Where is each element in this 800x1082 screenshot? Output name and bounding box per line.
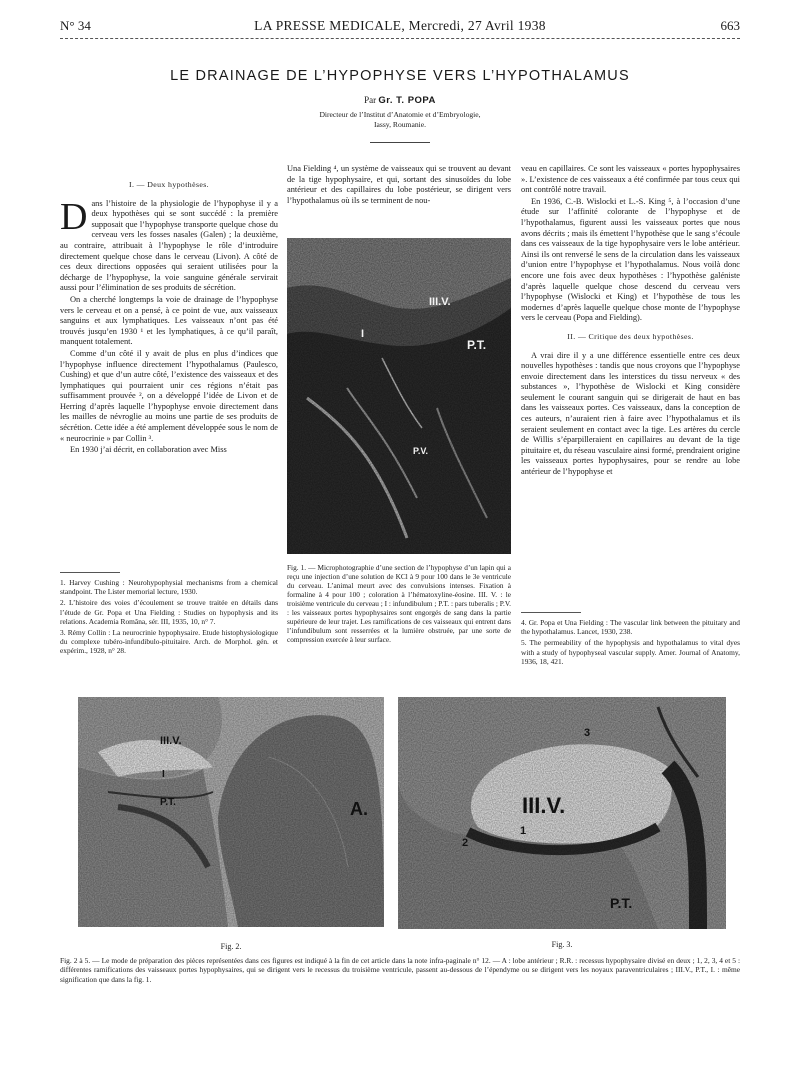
byline (60, 95, 740, 106)
label-pars-tuberalis: P.T. (160, 797, 176, 808)
paragraph: Comme d’un côté il y avait de plus en plus d’indices que l’hypophyse influence directement l’hypothalamus (Paulesco, Cushing) et que d’un autre côté, l’existence des vaisseaux et des lymphatiques qui pourraient unir ces régions n’était pas suffisamment prouvée ², on a développé l’idée de Livon et de Herring d’après laquelle l’hypophyse envoie directement dans les mailles de névroglie au moins une partie de ses produits de sécrétion. Cette idée a été amplement développée sous le nom de « neurocrinie » par Collin ³. (60, 348, 278, 443)
label-pars-tuberalis: P.T. (467, 338, 487, 352)
paragraph-text: ans l’histoire de la physiologie de l’hypophyse il y a deux hypothèses qui se sont succédé : la première supposait que l’hypophyse transporte quelque chose du cerveau vers les fosses nasales (Galen) ; la deuxième, au contraire, attribuait à l’hypophyse le rôle d’introduire directement quelque chose dans le cerveau (Livon). A côté de ces deux directions opposées qui seraient utilisées pour la décharge de l’hypophyse, la voie sanguine générale servirait aussi pour l’élimination de ses produits de sécrétion. (60, 198, 278, 293)
label-infundibulum: I (361, 328, 365, 340)
label-infundibulum: I (162, 769, 165, 780)
figure-1-micrograph (287, 238, 511, 554)
footnotes-left (60, 572, 278, 658)
author-affiliation (260, 110, 540, 130)
footnote-rule (60, 572, 120, 573)
label-vessel-2: 2 (462, 837, 469, 849)
footnotes-right (521, 612, 740, 668)
article-title: LE DRAINAGE DE L’HYPOPHYSE VERS L’HYPOTHALAMUS (170, 68, 630, 84)
drop-cap: D (60, 195, 88, 238)
column-2-top (287, 164, 511, 207)
footnote: 1. Harvey Cushing : Neurohypophysial mechanisms from a chemical standpoint. The Lister memorial lecture, 1930. (60, 578, 278, 597)
page-number: 663 (720, 18, 740, 33)
figures-2-5-caption: Fig. 2 à 5. — Le mode de préparation des pièces représentées dans ces figures est indiqué à la fin de cet article dans la note infra-paginale n° 12. — A : lobe antérieur ; R.R. : recessus hypophysaire divisé en deux ; 1, 2, 3, 4 et 5 : différentes ramifications des vaisseaux portes hypophysaires, qui se dirigent vers le recessus du troisième ventricule, passent au-dessous de l’épendyme ou se dirigent vers les noyaux paraventriculaires ; III.V., P.T., I. : même signification que dans la fig. 1. (60, 956, 740, 984)
section-heading-1: I. — Deux hypothèses. (128, 180, 210, 189)
footnote: 3. Rémy Collin : La neurocrinie hypophysaire. Etude histophysiologique du complexe tubéro-infundibulo-pituitaire. Arch. de Morphol. gén. et expérim., 1928, n° 28. (60, 628, 278, 656)
figure-3-micrograph (398, 697, 726, 929)
author-name: Gr. T. POPA (378, 95, 436, 106)
footnote-rule (521, 612, 581, 613)
section-heading-2: II. — Critique des deux hypothèses. (567, 331, 694, 341)
footnote: 2. L’histoire des voies d’écoulement se trouve traitée en détails dans l’étude de Gr. Popa et Una Fielding : Studies on hypophysis and its relations. Academia Româna, sér. III, 1935, 10, n° 7. (60, 598, 278, 626)
figure-2-label: Fig. 2. (220, 942, 242, 951)
footnote: 4. Gr. Popa et Una Fielding : The vascular link between the pituitary and the hypothalamus. Lancet, 1930, 238. (521, 618, 740, 637)
figure-1-caption: Fig. 1. — Microphotographie d’une section de l’hypophyse d’un lapin qui a reçu une injection d’une solution de KCl à 9 pour 100 dans le 3e ventricule du cerveau. L’animal meurt avec des convulsions intenses. Fixation à formaline à 4 pour 100 ; coloration à l’hématoxyline-éosine. III. V. : le troisième ventricule du cerveau ; I : infundibulum ; P.T. : pars tuberalis ; P.V. : les vaisseaux portes hypophysaires sont engorgés de sang dans la partie supérieure de leur trajet. Les ramifications de ces vaisseaux qui entrent dans l’infundibulum sont resserrées et la lumière obstruée, par une sorte de compression exercée à leur surface. (287, 563, 511, 644)
label-vessel-1: 1 (520, 825, 527, 837)
label-third-ventricle: III.V. (160, 735, 182, 747)
label-pars-tuberalis: P.T. (610, 895, 633, 911)
affiliation-line-1: Directeur de l’Institut d’Anatomie et d’Embryologie, (319, 110, 481, 119)
paragraph: Una Fielding ⁴, un système de vaisseaux qui se trouvent au devant de la tige hypophysaire, et qui, sortant des sinusoïdes du lobe antérieur et des capillaires du lobe postérieur, se dirigent vers l’hypothalamus où ils se terminent de nou- (287, 164, 511, 205)
paragraph: En 1930 j’ai décrit, en collaboration avec Miss (70, 445, 227, 455)
micrograph-image (78, 697, 384, 927)
running-header (60, 18, 740, 34)
issue-number: N° 34 (60, 18, 91, 33)
figure-3-label: Fig. 3. (551, 940, 573, 949)
label-anterior-lobe: A. (350, 799, 368, 819)
paragraph: On a cherché longtemps la voie de drainage de l’hypophyse vers le cerveau et on a pensé, à ce point de vue, aux vaisseaux sanguins et aux lymphatiques. Les vaisseaux n’ont pas été trouvés jusqu’en 1930 ¹ et les lymphatiques, à ce qu’il paraît, manquent totalement. (60, 294, 278, 347)
label-vessel-3: 3 (584, 727, 591, 739)
figure-2-micrograph (78, 697, 384, 927)
label-third-ventricle: III.V. (522, 793, 566, 818)
header-rule (60, 38, 740, 39)
footnote: 5. The permeability of the hypophysis and hypothalamus to vital dyes with a study of hypophyseal vascular supply. Amer. Journal of Anatomy, 1936, 18, 421. (521, 638, 740, 666)
column-1 (60, 178, 278, 457)
micrograph-image (287, 238, 511, 554)
column-3 (521, 164, 740, 479)
journal-line: LA PRESSE MEDICALE, Mercredi, 27 Avril 1938 (254, 18, 546, 33)
paragraph (60, 195, 278, 294)
label-portal-vessels: P.V. (413, 446, 429, 456)
paragraph: A vrai dire il y a une différence essentielle entre ces deux nouvelles hypothèses : tandis que nous croyons que l’hypophyse envoie directement dans les interstices du tissu nerveux « des substances », l’hypothèse de Wislocki et King considère seulement le courant sanguin qui se dirigerait de haut en bas dans les vaisseaux portes. Ces vaisseaux, dans la conception de ces auteurs, n’auraient rien à faire avec l’hypothalamus et ils seraient seulement en contact avec la tige. Les artères du cercle de Willis s’éparpilleraient en capillaires au devant de la tige pituitaire et, du réseau vasculaire ainsi formé, prendraient origine les vaisseaux portes hypophysaires, pour se rendre au lobe antérieur de l’hypophyse et (521, 350, 740, 477)
paragraph: En 1936, C.-B. Wislocki et L.-S. King ⁵, à l’occasion d’une étude sur l’affinité colorante de l’hypophyse et de l’hypothalamus, figurent aussi les vaisseaux portes que nous avons décrits ; mais ils émettent l’hypothèse que le sang s’écoule dans ces vaisseaux de la tige hypophysaire vers le lobe antérieur. Ainsi ils ont renversé le sens de la circulation dans les vaisseaux d’union entre l’hypophyse et l’hypothalamus. Nous voilà donc encore une fois avec deux hypothèses : l’hypothèse galéniste d’après laquelle quelque chose descend du cerveau vers l’hypophyse (Wislocki et King) et l’hypothèse de tous les modernes d’après laquelle quelque chose monte de l’hypophyse vers le cerveau (Popa and Fielding). (521, 196, 740, 323)
paragraph: veau en capillaires. Ce sont les vaisseaux « portes hypophysaires ». L’existence de ces vaisseaux a été confirmée par tous ceux qui ont contrôlé notre travail. (521, 164, 740, 195)
byline-prefix: Par (364, 95, 377, 105)
label-third-ventricle: III.V. (429, 296, 451, 308)
title-divider (370, 142, 430, 143)
affiliation-line-2: Iassy, Roumanie. (373, 120, 427, 129)
